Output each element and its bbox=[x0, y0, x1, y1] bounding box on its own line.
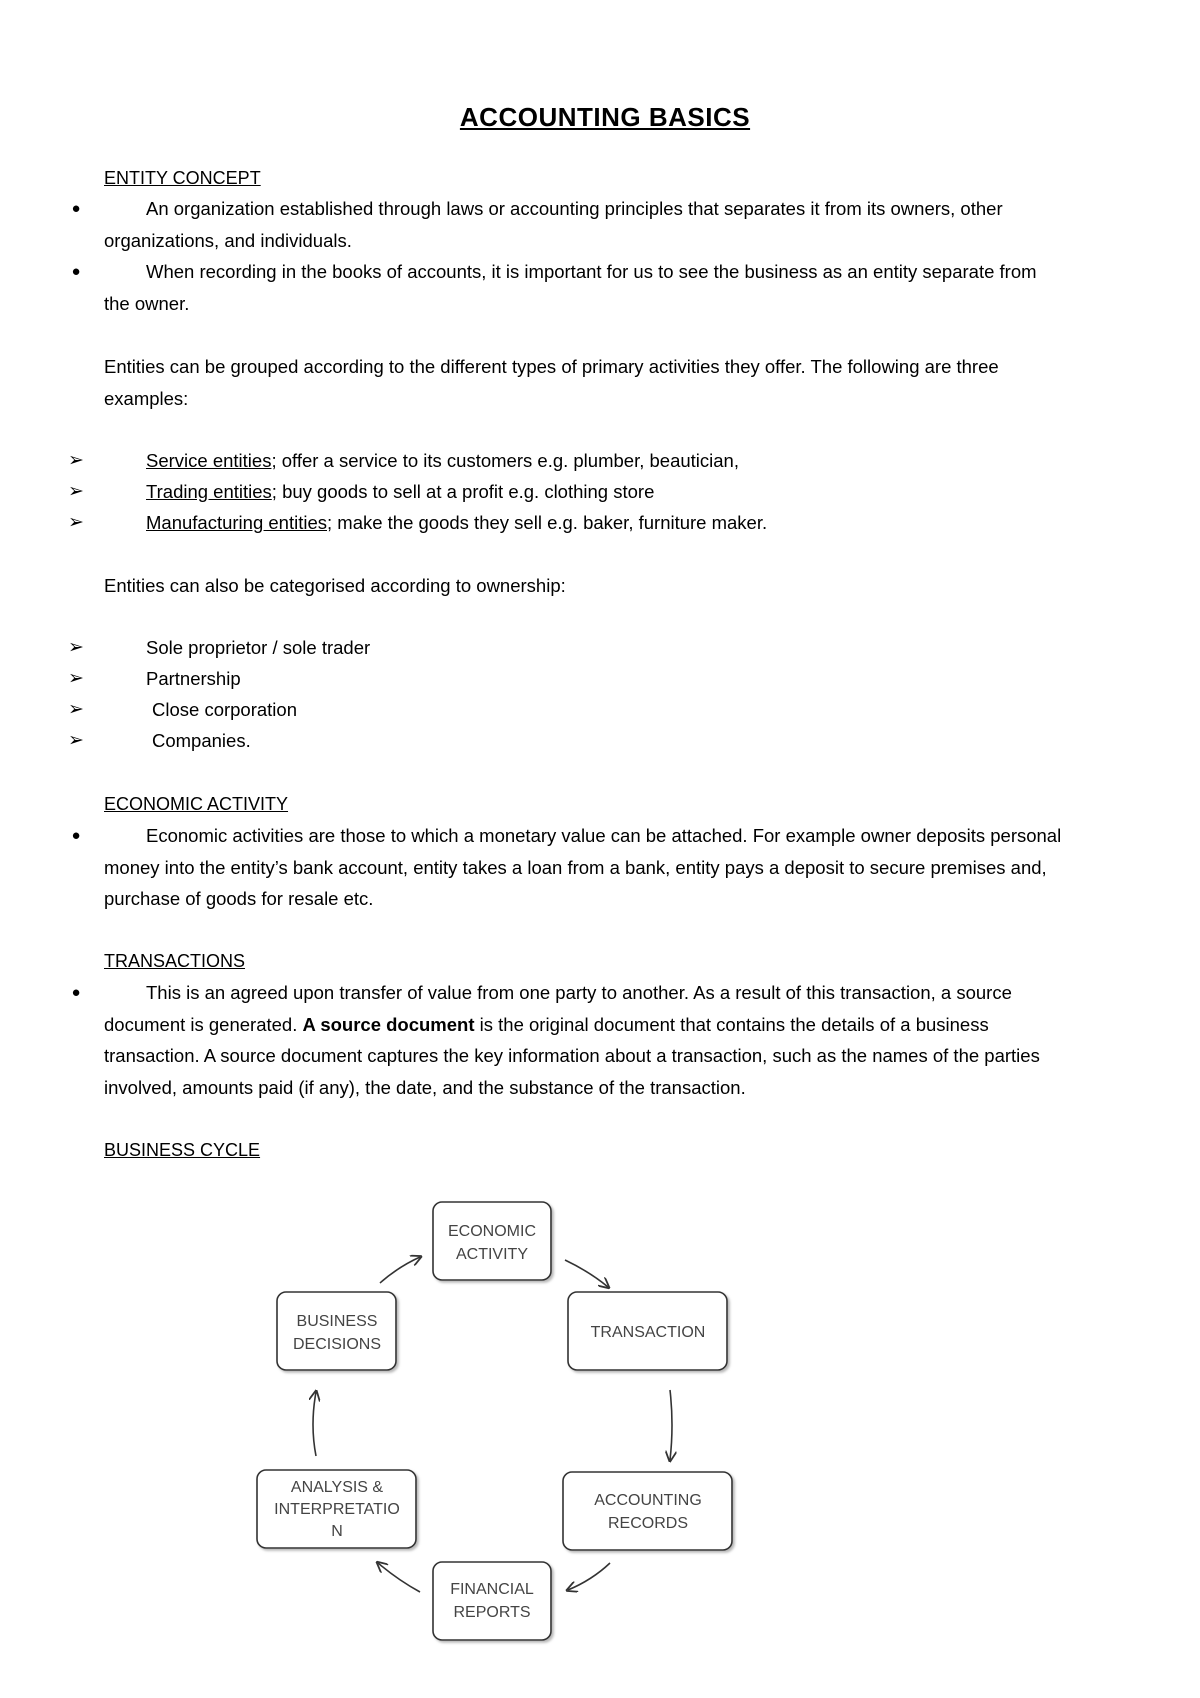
arrowhead-bullet-icon: ➢ bbox=[68, 512, 84, 533]
node-accounting-records bbox=[563, 1472, 732, 1550]
node-business-decisions bbox=[277, 1292, 396, 1370]
page-title: ACCOUNTING BASICS bbox=[459, 102, 751, 132]
arrowhead-bullet-icon: ➢ bbox=[68, 730, 84, 751]
node-label: REPORTS bbox=[453, 1604, 531, 1621]
bullet-text-cont: is the original document that contains the details of a business transaction. A source document captures the key information about a transaction, such as the names of the parties involved, amounts paid (if any), the date, and the substance of the transaction. bbox=[104, 1013, 1040, 1098]
activity-term: Manufacturing entities bbox=[146, 512, 327, 533]
node-label: ACCOUNTING bbox=[594, 1492, 702, 1509]
node-label: ANALYSIS & bbox=[290, 1479, 384, 1496]
grouping-intro: Entities can be grouped according to the different types of primary activities they offer. The following are three examples: bbox=[104, 356, 999, 409]
source-document-term: A source document bbox=[302, 1013, 475, 1035]
node-label: ECONOMIC bbox=[448, 1223, 536, 1240]
arrowhead-bullet-icon: ➢ bbox=[68, 637, 84, 658]
bullet-text: When recording in the books of accounts, it is important for us to see the business as an entity separate from the owner. bbox=[104, 261, 1037, 314]
activity-term: Trading entities bbox=[146, 481, 272, 502]
economic-activity-heading: ECONOMIC ACTIVITY bbox=[104, 794, 289, 814]
ownership-type: Companies. bbox=[152, 730, 251, 751]
arrowhead-bullet-icon: ➢ bbox=[68, 668, 84, 689]
arrow-reports-to-analysis bbox=[378, 1563, 420, 1592]
activity-desc: ; offer a service to its customers e.g. plumber, beautician, bbox=[271, 450, 739, 471]
arrowhead-bullet-icon: ➢ bbox=[68, 450, 84, 471]
bullet-text: Economic activities are those to which a monetary value can be attached. For example owner deposits personal money into the entity’s bank account, entity takes a loan from a bank, entity pays a deposit to secure premises and, purchase of goods for resale etc. bbox=[104, 825, 1062, 909]
bullet-icon: ● bbox=[71, 263, 81, 280]
ownership-intro: Entities can also be categorised according to ownership: bbox=[104, 575, 566, 596]
arrow-decisions-to-economic bbox=[380, 1257, 420, 1283]
bullet-icon: ● bbox=[71, 200, 81, 217]
arrow-records-to-reports bbox=[568, 1563, 610, 1590]
node-transaction bbox=[568, 1292, 727, 1370]
bullet-icon: ● bbox=[71, 984, 81, 1001]
node-analysis-interpretation bbox=[257, 1470, 416, 1548]
arrow-economic-to-transaction bbox=[565, 1260, 608, 1287]
node-label: INTERPRETATIO bbox=[274, 1501, 400, 1518]
node-label: RECORDS bbox=[607, 1515, 689, 1532]
bullet-icon: ● bbox=[71, 827, 81, 844]
bullet-text: This is an agreed upon transfer of value from one party to another. As a result of this transaction, a source document is generated. bbox=[104, 982, 1012, 1035]
ownership-type: Partnership bbox=[146, 668, 241, 689]
business-cycle-heading: BUSINESS CYCLE bbox=[104, 1140, 261, 1160]
bullet-text: An organization established through laws or accounting principles that separates it from its owners, other organizations, and individuals. bbox=[104, 198, 1003, 251]
node-label: ACTIVITY bbox=[455, 1246, 529, 1263]
arrowhead-bullet-icon: ➢ bbox=[68, 481, 84, 502]
node-economic-activity bbox=[433, 1202, 551, 1280]
node-label: BUSINESS bbox=[296, 1313, 378, 1330]
node-label: FINANCIAL bbox=[450, 1581, 534, 1598]
arrow-analysis-to-decisions bbox=[313, 1392, 316, 1456]
arrow-transaction-to-records bbox=[670, 1390, 672, 1460]
node-label: DECISIONS bbox=[292, 1336, 382, 1353]
transactions-heading: TRANSACTIONS bbox=[104, 951, 246, 971]
node-label: TRANSACTION bbox=[590, 1324, 706, 1341]
activity-desc: ; make the goods they sell e.g. baker, furniture maker. bbox=[327, 512, 768, 533]
activity-term: Service entities bbox=[146, 450, 272, 471]
entity-concept-heading: ENTITY CONCEPT bbox=[104, 168, 261, 188]
node-financial-reports bbox=[433, 1562, 551, 1640]
arrowhead-bullet-icon: ➢ bbox=[68, 699, 84, 720]
ownership-type: Close corporation bbox=[152, 699, 297, 720]
activity-desc: ; buy goods to sell at a profit e.g. clothing store bbox=[271, 481, 655, 502]
ownership-type: Sole proprietor / sole trader bbox=[146, 637, 371, 658]
node-label: N bbox=[331, 1523, 343, 1540]
